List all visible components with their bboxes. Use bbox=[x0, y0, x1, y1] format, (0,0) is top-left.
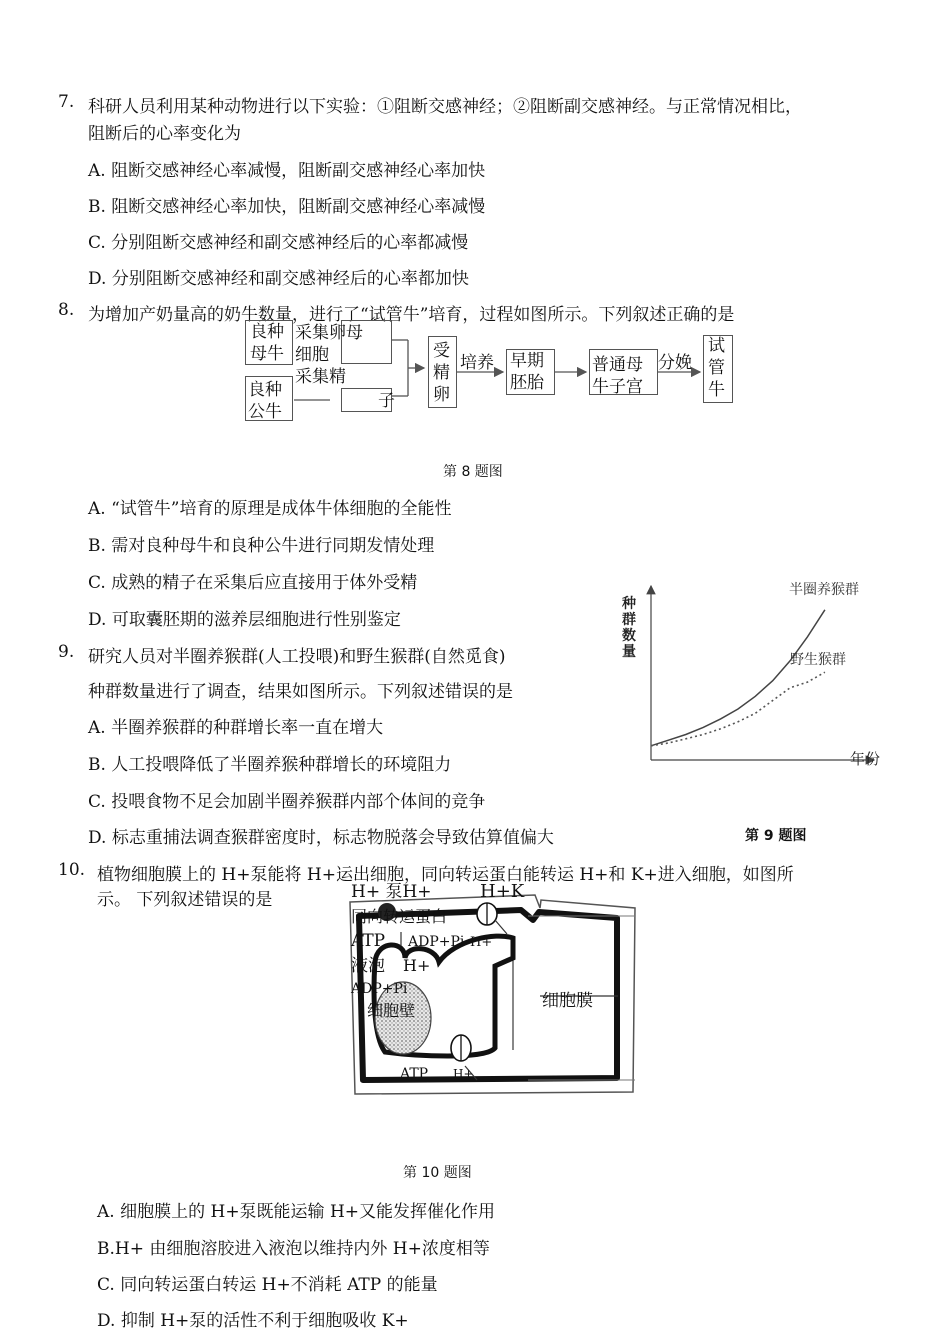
x-axis-label: 年份 bbox=[850, 750, 881, 768]
y-axis-label-char: 量 bbox=[622, 644, 636, 660]
label-h-pump: H+ 泵H+ bbox=[351, 882, 432, 902]
label-recipient-2: 牛子宫 bbox=[592, 377, 643, 397]
q8-option-a: A. “试管牛”培育的原理是成体牛体细胞的全能性 bbox=[88, 499, 452, 519]
q9-figure-caption: 第 9 题图 bbox=[745, 828, 807, 844]
q8-flow-diagram bbox=[0, 0, 950, 440]
label-atp-top: ATP bbox=[351, 931, 386, 951]
label-symporter: 同向转运蛋白 bbox=[351, 907, 448, 926]
q10-cell-diagram bbox=[345, 880, 645, 1100]
label-good-female-cow-2: 母牛 bbox=[250, 344, 284, 364]
q7-stem-line1: 科研人员利用某种动物进行以下实验：①阻断交感神经；②阻断副交感神经。与正常情况相比， bbox=[88, 97, 802, 117]
label-atp-bottom: ATP bbox=[400, 1066, 429, 1082]
label-good-female-cow-1: 良种 bbox=[250, 322, 284, 342]
q7-number: 7. bbox=[58, 92, 75, 112]
q10-option-b: B.H+ 由细胞溶胶进入液泡以维持内外 H+浓度相等 bbox=[97, 1239, 490, 1259]
q7-option-d: D. 分别阻断交感神经和副交感神经后的心率都加快 bbox=[88, 269, 469, 289]
label-sperm-suffix: 子 bbox=[378, 391, 395, 411]
label-h-top-right: H+ bbox=[470, 935, 493, 950]
q8-stem: 为增加产奶量高的奶牛数量，进行了“试管牛”培育，过程如图所示。下列叙述正确的是 bbox=[88, 305, 735, 325]
q9-option-a: A. 半圈养猴群的种群增长率一直在增大 bbox=[88, 718, 384, 738]
q9-option-c: C. 投喂食物不足会加剧半圈养猴群内部个体间的竞争 bbox=[88, 792, 486, 812]
label-calf-1: 试 bbox=[708, 336, 725, 356]
label-good-male-cow-1: 良种 bbox=[248, 380, 282, 400]
label-cell-membrane: 细胞膜 bbox=[542, 991, 593, 1011]
q8-figure-caption: 第 8 题图 bbox=[443, 464, 503, 480]
q8-option-d: D. 可取囊胚期的滋养层细胞进行性别鉴定 bbox=[88, 610, 401, 630]
label-fertilized-1: 受 bbox=[433, 341, 450, 361]
label-h-mid: H+ bbox=[403, 956, 431, 975]
series-label-wild: 野生猴群 bbox=[790, 652, 846, 668]
label-vacuole: 液泡 bbox=[351, 956, 385, 976]
q10-figure-caption: 第 10 题图 bbox=[403, 1165, 472, 1181]
label-fertilized-3: 卵 bbox=[433, 385, 450, 405]
y-axis-label-char: 数 bbox=[622, 628, 636, 644]
label-collect-sperm: 采集精 bbox=[295, 367, 346, 387]
label-collect-egg-1: 采集卵母 bbox=[295, 323, 363, 343]
y-axis-label-char: 群 bbox=[622, 612, 636, 628]
q8-option-b: B. 需对良种母牛和良种公牛进行同期发情处理 bbox=[88, 536, 435, 556]
line-semi-captive bbox=[651, 610, 825, 746]
q7-option-c: C. 分别阻断交感神经和副交感神经后的心率都减慢 bbox=[88, 233, 469, 253]
q7-option-b: B. 阻断交感神经心率加快，阻断副交感神经心率减慢 bbox=[88, 197, 486, 217]
q10-option-a: A. 细胞膜上的 H+泵既能运输 H+又能发挥催化作用 bbox=[97, 1202, 496, 1222]
q7-stem-line2: 阻断后的心率变化为 bbox=[88, 124, 241, 144]
q10-stem-line2: 示。 下列叙述错误的是 bbox=[97, 890, 273, 910]
label-hk: H+K bbox=[480, 881, 525, 902]
series-label-semi-captive: 半圈养猴群 bbox=[789, 582, 859, 598]
q9-number: 9. bbox=[58, 642, 75, 662]
label-good-male-cow-2: 公牛 bbox=[248, 402, 282, 422]
q10-number: 10. bbox=[58, 860, 86, 880]
label-recipient-1: 普通母 bbox=[592, 355, 643, 375]
q9-stem-line1: 研究人员对半圈养猴群(人工投喂)和野生猴群(自然觅食) bbox=[88, 647, 506, 667]
q8-number: 8. bbox=[58, 300, 75, 320]
label-delivery: 分娩 bbox=[658, 353, 692, 373]
q7-option-a: A. 阻断交感神经心率减慢，阻断副交感神经心率加快 bbox=[88, 161, 486, 181]
label-cell-wall: 细胞壁 bbox=[367, 1001, 416, 1020]
label-h-bottom: H+ bbox=[453, 1067, 474, 1081]
y-axis-label bbox=[621, 595, 636, 660]
label-culture: 培养 bbox=[460, 353, 494, 373]
label-adp-top: ADP+Pi bbox=[408, 934, 465, 950]
label-fertilized-2: 精 bbox=[433, 363, 450, 383]
label-adp-mid: ADP+Pi bbox=[351, 981, 408, 997]
q10-option-c: C. 同向转运蛋白转运 H+不消耗 ATP 的能量 bbox=[97, 1275, 438, 1295]
label-collect-egg-2: 细胞 bbox=[295, 345, 329, 365]
q10-stem-line1: 植物细胞膜上的 H+泵能将 H+运出细胞，同向转运蛋白能转运 H+和 K+进入细胞，如图所 bbox=[97, 865, 794, 885]
q10-option-d: D. 抑制 H+泵的活性不利于细胞吸收 K+ bbox=[97, 1311, 409, 1331]
q9-option-b: B. 人工投喂降低了半圈养猴种群增长的环境阻力 bbox=[88, 755, 452, 775]
q8-option-c: C. 成熟的精子在采集后应直接用于体外受精 bbox=[88, 573, 418, 593]
y-axis-label-char: 种 bbox=[622, 596, 636, 612]
q8-flow-arrows bbox=[0, 0, 950, 440]
q9-stem-line2: 种群数量进行了调查，结果如图所示。下列叙述错误的是 bbox=[88, 682, 513, 702]
label-calf-3: 牛 bbox=[708, 380, 725, 400]
label-calf-2: 管 bbox=[708, 358, 725, 378]
q9-population-chart bbox=[612, 580, 902, 780]
q9-option-d: D. 标志重捕法调查猴群密度时，标志物脱落会导致估算值偏大 bbox=[88, 828, 554, 848]
label-early-embryo-2: 胚胎 bbox=[510, 373, 544, 393]
label-early-embryo-1: 早期 bbox=[510, 351, 544, 371]
